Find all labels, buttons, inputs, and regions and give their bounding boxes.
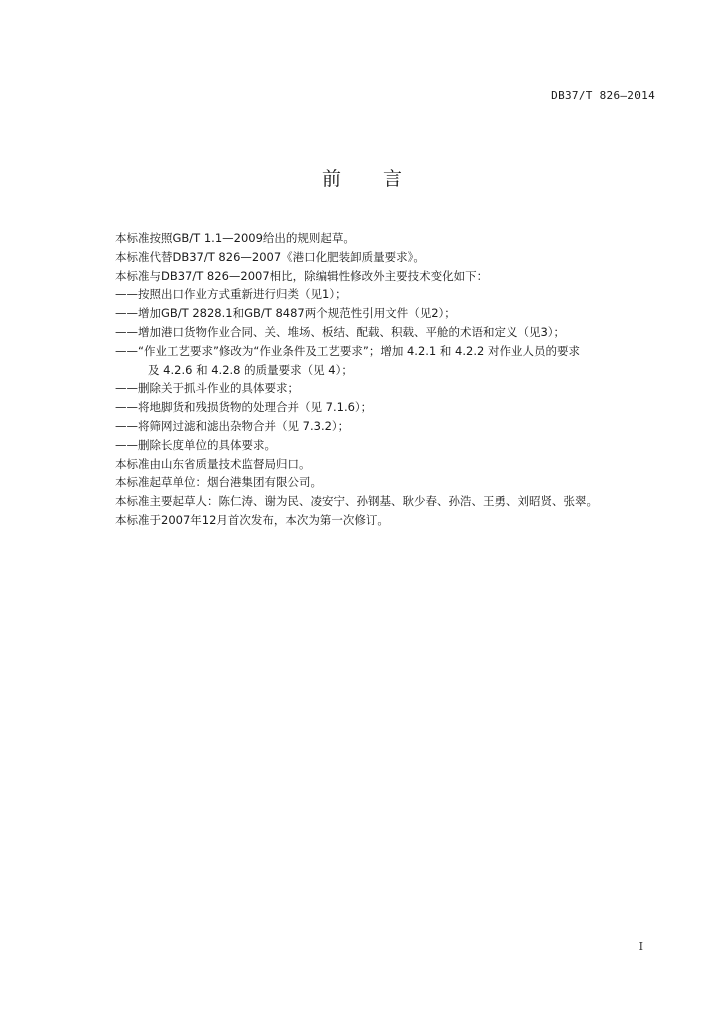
- change-item: ——按照出口作业方式重新进行归类（见1）；: [115, 287, 347, 302]
- change-item-continuation: 及 4.2.6 和 4.2.8 的质量要求（见 4）；: [148, 362, 353, 377]
- paragraph-administered-by: 本标准由山东省质量技术监督局归口。: [115, 456, 311, 471]
- change-item: ——删除关于抓斗作业的具体要求；: [115, 381, 299, 396]
- page-title: 前 言: [321, 168, 421, 190]
- paragraph-drafting-rules: 本标准按照GB/T 1.1—2009给出的规则起草。: [115, 231, 355, 245]
- change-item: ——将地脚货和残损货物的处理合并（见 7.1.6）；: [115, 400, 373, 415]
- change-item: ——增加GB/T 2828.1和GB/T 8487两个规范性引用文件（见2）；: [115, 306, 456, 321]
- paragraph-replaces: 本标准代替DB37/T 826—2007《港口化肥装卸质量要求》。: [115, 249, 425, 264]
- paragraph-changes-intro: 本标准与DB37/T 826—2007相比，除编辑性修改外主要技术变化如下：: [115, 268, 489, 283]
- paragraph-drafting-unit: 本标准起草单位：烟台港集团有限公司。: [115, 475, 322, 490]
- paragraph-history: 本标准于2007年12月首次发布，本次为第一次修订。: [115, 512, 389, 527]
- change-item: ——“作业工艺要求”修改为“作业条件及工艺要求”；增加 4.2.1 和 4.2.2 对作业人员的要求: [115, 343, 580, 358]
- change-item: ——增加港口货物作业合同、关、堆场、板结、配载、积载、平舱的术语和定义（见3）；: [115, 324, 566, 339]
- standard-code: DB37/T 826—2014: [551, 89, 655, 102]
- change-item: ——将筛网过滤和滤出杂物合并（见 7.3.2）；: [115, 418, 350, 433]
- foreword-body: [115, 229, 660, 530]
- page-number: I: [638, 940, 643, 953]
- change-item: ——删除长度单位的具体要求。: [115, 437, 276, 452]
- paragraph-drafters: 本标准主要起草人：陈仁涛、谢为民、凌安宁、孙钢基、耿少春、孙浩、王勇、刘昭贤、张翠。: [115, 494, 598, 509]
